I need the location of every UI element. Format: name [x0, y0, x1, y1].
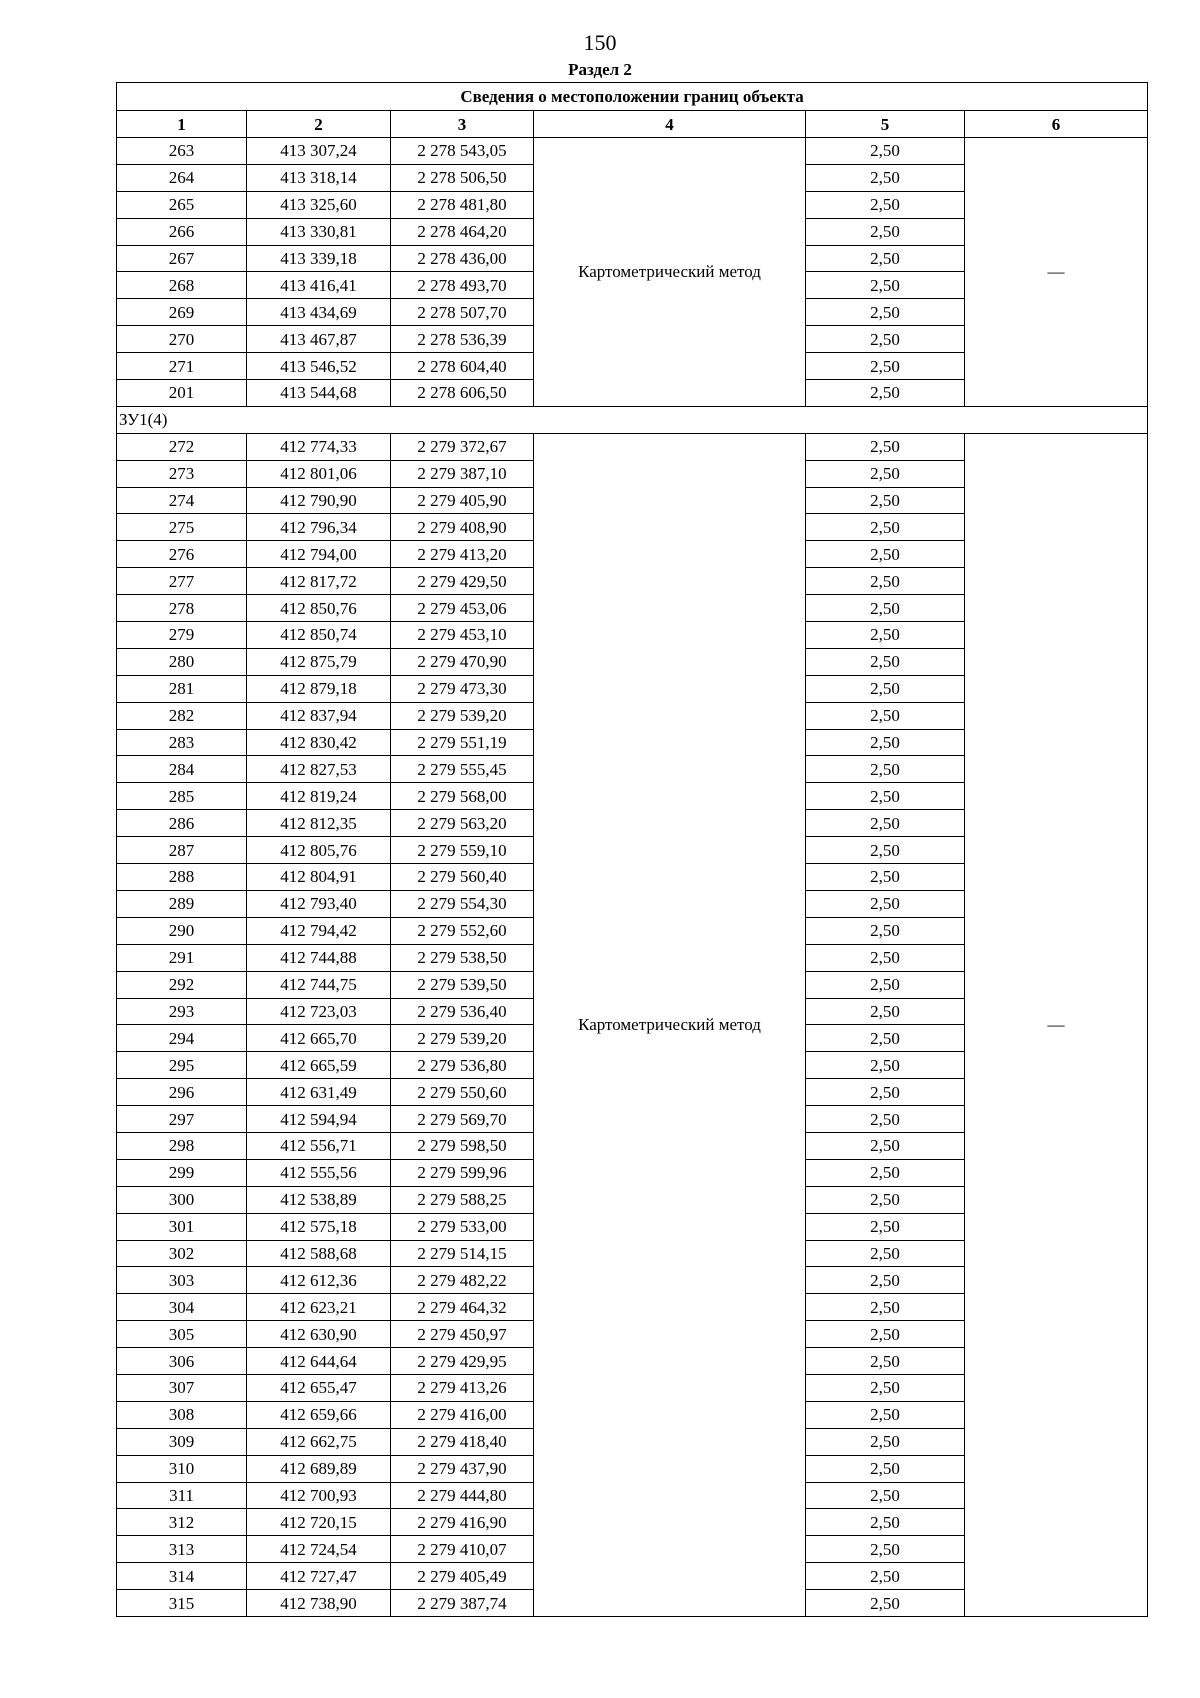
accuracy-cell: 2,50 — [806, 514, 965, 541]
x-coordinate-cell: 412 644,64 — [247, 1348, 391, 1375]
accuracy-cell: 2,50 — [806, 783, 965, 810]
table-body — [117, 83, 1148, 1617]
y-coordinate-cell: 2 279 464,32 — [391, 1294, 534, 1321]
point-number-cell: 288 — [117, 864, 247, 891]
point-number-cell: 267 — [117, 245, 247, 272]
accuracy-cell: 2,50 — [806, 1294, 965, 1321]
x-coordinate-cell: 412 655,47 — [247, 1374, 391, 1401]
point-number-cell: 266 — [117, 218, 247, 245]
accuracy-cell: 2,50 — [806, 191, 965, 218]
x-coordinate-cell: 412 875,79 — [247, 648, 391, 675]
column-number: 3 — [391, 111, 534, 138]
point-number-cell: 308 — [117, 1401, 247, 1428]
accuracy-cell: 2,50 — [806, 1321, 965, 1348]
column-number: 1 — [117, 111, 247, 138]
accuracy-cell: 2,50 — [806, 756, 965, 783]
accuracy-cell: 2,50 — [806, 622, 965, 649]
x-coordinate-cell: 412 827,53 — [247, 756, 391, 783]
table-row — [117, 433, 1148, 460]
x-coordinate-cell: 413 307,24 — [247, 138, 391, 165]
point-number-cell: 297 — [117, 1106, 247, 1133]
page-number: 150 — [583, 30, 617, 55]
accuracy-cell: 2,50 — [806, 1374, 965, 1401]
y-coordinate-cell: 2 279 599,96 — [391, 1159, 534, 1186]
accuracy-cell: 2,50 — [806, 998, 965, 1025]
x-coordinate-cell: 412 793,40 — [247, 890, 391, 917]
y-coordinate-cell: 2 279 444,80 — [391, 1482, 534, 1509]
x-coordinate-cell: 412 659,66 — [247, 1401, 391, 1428]
y-coordinate-cell: 2 279 410,07 — [391, 1536, 534, 1563]
x-coordinate-cell: 413 325,60 — [247, 191, 391, 218]
accuracy-cell: 2,50 — [806, 1590, 965, 1617]
group-label-row — [117, 406, 1148, 433]
description-cell: — — [965, 138, 1148, 407]
y-coordinate-cell: 2 279 437,90 — [391, 1455, 534, 1482]
x-coordinate-cell: 412 631,49 — [247, 1079, 391, 1106]
point-number-cell: 276 — [117, 541, 247, 568]
column-number: 5 — [806, 111, 965, 138]
x-coordinate-cell: 412 556,71 — [247, 1132, 391, 1159]
point-number-cell: 291 — [117, 944, 247, 971]
point-number-cell: 281 — [117, 675, 247, 702]
point-number-cell: 277 — [117, 568, 247, 595]
y-coordinate-cell: 2 278 506,50 — [391, 164, 534, 191]
y-coordinate-cell: 2 278 543,05 — [391, 138, 534, 165]
accuracy-cell: 2,50 — [806, 675, 965, 702]
y-coordinate-cell: 2 279 555,45 — [391, 756, 534, 783]
accuracy-cell: 2,50 — [806, 864, 965, 891]
accuracy-cell: 2,50 — [806, 460, 965, 487]
accuracy-cell: 2,50 — [806, 1052, 965, 1079]
point-number-cell: 292 — [117, 971, 247, 998]
x-coordinate-cell: 412 538,89 — [247, 1186, 391, 1213]
point-number-cell: 268 — [117, 272, 247, 299]
point-number-cell: 296 — [117, 1079, 247, 1106]
accuracy-cell: 2,50 — [806, 1079, 965, 1106]
accuracy-cell: 2,50 — [806, 1455, 965, 1482]
y-coordinate-cell: 2 278 464,20 — [391, 218, 534, 245]
accuracy-cell: 2,50 — [806, 917, 965, 944]
accuracy-cell: 2,50 — [806, 944, 965, 971]
x-coordinate-cell: 412 594,94 — [247, 1106, 391, 1133]
accuracy-cell: 2,50 — [806, 1482, 965, 1509]
accuracy-cell: 2,50 — [806, 1428, 965, 1455]
y-coordinate-cell: 2 279 551,19 — [391, 729, 534, 756]
point-number-cell: 313 — [117, 1536, 247, 1563]
x-coordinate-cell: 412 830,42 — [247, 729, 391, 756]
point-number-cell: 302 — [117, 1240, 247, 1267]
accuracy-cell: 2,50 — [806, 971, 965, 998]
table-row — [117, 138, 1148, 165]
x-coordinate-cell: 412 612,36 — [247, 1267, 391, 1294]
point-number-cell: 282 — [117, 702, 247, 729]
y-coordinate-cell: 2 279 405,90 — [391, 487, 534, 514]
point-number-cell: 294 — [117, 1025, 247, 1052]
x-coordinate-cell: 412 700,93 — [247, 1482, 391, 1509]
y-coordinate-cell: 2 279 416,90 — [391, 1509, 534, 1536]
point-number-cell: 314 — [117, 1563, 247, 1590]
accuracy-cell: 2,50 — [806, 890, 965, 917]
point-number-cell: 201 — [117, 380, 247, 407]
point-number-cell: 301 — [117, 1213, 247, 1240]
group-label: ЗУ1(4) — [117, 406, 1148, 433]
x-coordinate-cell: 412 817,72 — [247, 568, 391, 595]
accuracy-cell: 2,50 — [806, 433, 965, 460]
x-coordinate-cell: 413 434,69 — [247, 299, 391, 326]
x-coordinate-cell: 412 724,54 — [247, 1536, 391, 1563]
x-coordinate-cell: 413 339,18 — [247, 245, 391, 272]
point-number-cell: 315 — [117, 1590, 247, 1617]
y-coordinate-cell: 2 279 372,67 — [391, 433, 534, 460]
y-coordinate-cell: 2 279 552,60 — [391, 917, 534, 944]
accuracy-cell: 2,50 — [806, 1025, 965, 1052]
accuracy-cell: 2,50 — [806, 595, 965, 622]
point-number-cell: 274 — [117, 487, 247, 514]
point-number-cell: 278 — [117, 595, 247, 622]
column-number: 4 — [534, 111, 806, 138]
y-coordinate-cell: 2 278 436,00 — [391, 245, 534, 272]
point-number-cell: 264 — [117, 164, 247, 191]
y-coordinate-cell: 2 279 569,70 — [391, 1106, 534, 1133]
y-coordinate-cell: 2 279 473,30 — [391, 675, 534, 702]
column-number: 2 — [247, 111, 391, 138]
y-coordinate-cell: 2 278 481,80 — [391, 191, 534, 218]
accuracy-cell: 2,50 — [806, 837, 965, 864]
point-number-cell: 300 — [117, 1186, 247, 1213]
y-coordinate-cell: 2 279 482,22 — [391, 1267, 534, 1294]
column-number: 6 — [965, 111, 1148, 138]
point-number-cell: 295 — [117, 1052, 247, 1079]
accuracy-cell: 2,50 — [806, 568, 965, 595]
y-coordinate-cell: 2 279 453,10 — [391, 622, 534, 649]
x-coordinate-cell: 412 819,24 — [247, 783, 391, 810]
accuracy-cell: 2,50 — [806, 1132, 965, 1159]
x-coordinate-cell: 412 805,76 — [247, 837, 391, 864]
accuracy-cell: 2,50 — [806, 1348, 965, 1375]
x-coordinate-cell: 412 879,18 — [247, 675, 391, 702]
point-number-cell: 293 — [117, 998, 247, 1025]
y-coordinate-cell: 2 279 559,10 — [391, 837, 534, 864]
point-number-cell: 269 — [117, 299, 247, 326]
x-coordinate-cell: 412 665,70 — [247, 1025, 391, 1052]
x-coordinate-cell: 412 575,18 — [247, 1213, 391, 1240]
y-coordinate-cell: 2 279 453,06 — [391, 595, 534, 622]
point-number-cell: 287 — [117, 837, 247, 864]
accuracy-cell: 2,50 — [806, 299, 965, 326]
y-coordinate-cell: 2 279 408,90 — [391, 514, 534, 541]
x-coordinate-cell: 412 727,47 — [247, 1563, 391, 1590]
accuracy-cell: 2,50 — [806, 1159, 965, 1186]
method-cell: Картометрический метод — [534, 138, 806, 407]
accuracy-cell: 2,50 — [806, 810, 965, 837]
point-number-cell: 279 — [117, 622, 247, 649]
y-coordinate-cell: 2 279 538,50 — [391, 944, 534, 971]
accuracy-cell: 2,50 — [806, 272, 965, 299]
x-coordinate-cell: 412 801,06 — [247, 460, 391, 487]
x-coordinate-cell: 412 744,75 — [247, 971, 391, 998]
y-coordinate-cell: 2 278 604,40 — [391, 353, 534, 380]
coordinates-table — [116, 82, 1148, 1617]
y-coordinate-cell: 2 278 507,70 — [391, 299, 534, 326]
y-coordinate-cell: 2 278 493,70 — [391, 272, 534, 299]
x-coordinate-cell: 412 720,15 — [247, 1509, 391, 1536]
y-coordinate-cell: 2 279 539,20 — [391, 702, 534, 729]
x-coordinate-cell: 412 837,94 — [247, 702, 391, 729]
y-coordinate-cell: 2 279 514,15 — [391, 1240, 534, 1267]
x-coordinate-cell: 412 850,74 — [247, 622, 391, 649]
table-title-row — [117, 83, 1148, 111]
point-number-cell: 284 — [117, 756, 247, 783]
point-number-cell: 307 — [117, 1374, 247, 1401]
y-coordinate-cell: 2 279 418,40 — [391, 1428, 534, 1455]
y-coordinate-cell: 2 279 588,25 — [391, 1186, 534, 1213]
x-coordinate-cell: 412 630,90 — [247, 1321, 391, 1348]
table-title: Сведения о местоположении границ объекта — [117, 83, 1148, 111]
y-coordinate-cell: 2 279 429,50 — [391, 568, 534, 595]
accuracy-cell: 2,50 — [806, 487, 965, 514]
point-number-cell: 309 — [117, 1428, 247, 1455]
point-number-cell: 303 — [117, 1267, 247, 1294]
y-coordinate-cell: 2 279 539,50 — [391, 971, 534, 998]
x-coordinate-cell: 412 794,42 — [247, 917, 391, 944]
accuracy-cell: 2,50 — [806, 1509, 965, 1536]
y-coordinate-cell: 2 279 429,95 — [391, 1348, 534, 1375]
point-number-cell: 312 — [117, 1509, 247, 1536]
accuracy-cell: 2,50 — [806, 1563, 965, 1590]
accuracy-cell: 2,50 — [806, 1401, 965, 1428]
y-coordinate-cell: 2 279 405,49 — [391, 1563, 534, 1590]
point-number-cell: 289 — [117, 890, 247, 917]
accuracy-cell: 2,50 — [806, 380, 965, 407]
y-coordinate-cell: 2 279 536,40 — [391, 998, 534, 1025]
point-number-cell: 280 — [117, 648, 247, 675]
point-number-cell: 283 — [117, 729, 247, 756]
y-coordinate-cell: 2 279 387,10 — [391, 460, 534, 487]
x-coordinate-cell: 413 330,81 — [247, 218, 391, 245]
y-coordinate-cell: 2 279 450,97 — [391, 1321, 534, 1348]
point-number-cell: 299 — [117, 1159, 247, 1186]
y-coordinate-cell: 2 279 560,40 — [391, 864, 534, 891]
point-number-cell: 286 — [117, 810, 247, 837]
point-number-cell: 272 — [117, 433, 247, 460]
y-coordinate-cell: 2 279 533,00 — [391, 1213, 534, 1240]
x-coordinate-cell: 412 744,88 — [247, 944, 391, 971]
y-coordinate-cell: 2 279 568,00 — [391, 783, 534, 810]
y-coordinate-cell: 2 279 536,80 — [391, 1052, 534, 1079]
x-coordinate-cell: 412 588,68 — [247, 1240, 391, 1267]
accuracy-cell: 2,50 — [806, 353, 965, 380]
x-coordinate-cell: 412 662,75 — [247, 1428, 391, 1455]
point-number-cell: 285 — [117, 783, 247, 810]
y-coordinate-cell: 2 279 550,60 — [391, 1079, 534, 1106]
column-number-row — [117, 111, 1148, 138]
x-coordinate-cell: 412 804,91 — [247, 864, 391, 891]
y-coordinate-cell: 2 279 470,90 — [391, 648, 534, 675]
x-coordinate-cell: 413 546,52 — [247, 353, 391, 380]
y-coordinate-cell: 2 279 563,20 — [391, 810, 534, 837]
x-coordinate-cell: 413 467,87 — [247, 326, 391, 353]
accuracy-cell: 2,50 — [806, 326, 965, 353]
x-coordinate-cell: 412 850,76 — [247, 595, 391, 622]
point-number-cell: 270 — [117, 326, 247, 353]
point-number-cell: 306 — [117, 1348, 247, 1375]
y-coordinate-cell: 2 279 554,30 — [391, 890, 534, 917]
y-coordinate-cell: 2 278 606,50 — [391, 380, 534, 407]
y-coordinate-cell: 2 279 416,00 — [391, 1401, 534, 1428]
x-coordinate-cell: 412 738,90 — [247, 1590, 391, 1617]
point-number-cell: 275 — [117, 514, 247, 541]
accuracy-cell: 2,50 — [806, 541, 965, 568]
accuracy-cell: 2,50 — [806, 138, 965, 165]
point-number-cell: 298 — [117, 1132, 247, 1159]
accuracy-cell: 2,50 — [806, 164, 965, 191]
x-coordinate-cell: 412 689,89 — [247, 1455, 391, 1482]
y-coordinate-cell: 2 278 536,39 — [391, 326, 534, 353]
x-coordinate-cell: 412 796,34 — [247, 514, 391, 541]
point-number-cell: 263 — [117, 138, 247, 165]
x-coordinate-cell: 413 318,14 — [247, 164, 391, 191]
description-cell: — — [965, 433, 1148, 1616]
accuracy-cell: 2,50 — [806, 702, 965, 729]
x-coordinate-cell: 413 416,41 — [247, 272, 391, 299]
point-number-cell: 310 — [117, 1455, 247, 1482]
point-number-cell: 271 — [117, 353, 247, 380]
accuracy-cell: 2,50 — [806, 1186, 965, 1213]
method-cell: Картометрический метод — [534, 433, 806, 1616]
point-number-cell: 265 — [117, 191, 247, 218]
accuracy-cell: 2,50 — [806, 245, 965, 272]
point-number-cell: 290 — [117, 917, 247, 944]
y-coordinate-cell: 2 279 413,20 — [391, 541, 534, 568]
accuracy-cell: 2,50 — [806, 1536, 965, 1563]
x-coordinate-cell: 412 555,56 — [247, 1159, 391, 1186]
point-number-cell: 311 — [117, 1482, 247, 1509]
point-number-cell: 273 — [117, 460, 247, 487]
x-coordinate-cell: 412 812,35 — [247, 810, 391, 837]
accuracy-cell: 2,50 — [806, 1106, 965, 1133]
x-coordinate-cell: 412 623,21 — [247, 1294, 391, 1321]
point-number-cell: 305 — [117, 1321, 247, 1348]
y-coordinate-cell: 2 279 539,20 — [391, 1025, 534, 1052]
x-coordinate-cell: 412 723,03 — [247, 998, 391, 1025]
y-coordinate-cell: 2 279 598,50 — [391, 1132, 534, 1159]
x-coordinate-cell: 412 665,59 — [247, 1052, 391, 1079]
x-coordinate-cell: 412 790,90 — [247, 487, 391, 514]
x-coordinate-cell: 412 774,33 — [247, 433, 391, 460]
accuracy-cell: 2,50 — [806, 648, 965, 675]
point-number-cell: 304 — [117, 1294, 247, 1321]
section-label: Раздел 2 — [568, 60, 632, 79]
accuracy-cell: 2,50 — [806, 729, 965, 756]
x-coordinate-cell: 412 794,00 — [247, 541, 391, 568]
accuracy-cell: 2,50 — [806, 1240, 965, 1267]
x-coordinate-cell: 413 544,68 — [247, 380, 391, 407]
accuracy-cell: 2,50 — [806, 218, 965, 245]
y-coordinate-cell: 2 279 387,74 — [391, 1590, 534, 1617]
y-coordinate-cell: 2 279 413,26 — [391, 1374, 534, 1401]
accuracy-cell: 2,50 — [806, 1267, 965, 1294]
accuracy-cell: 2,50 — [806, 1213, 965, 1240]
